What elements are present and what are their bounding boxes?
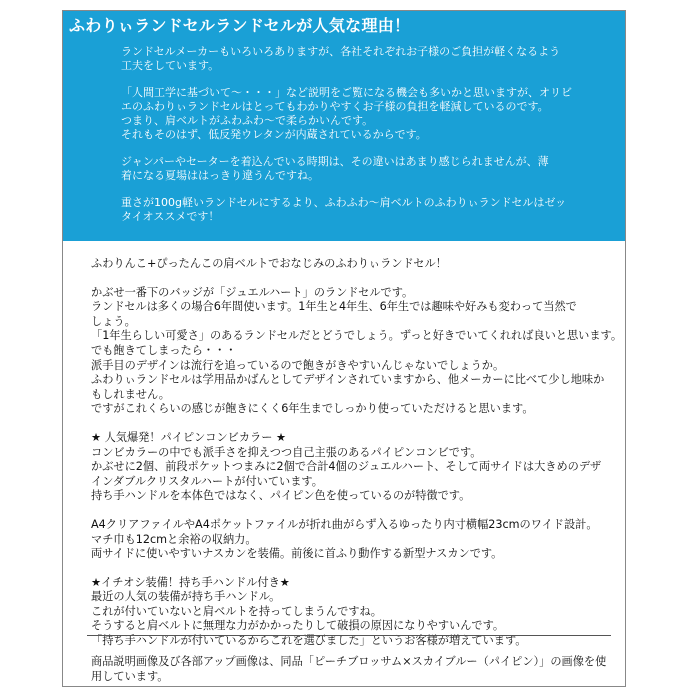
text-line: A4クリアファイルやA4ポケットファイルが折れ曲がらず入るゆったり内寸横幅23cmのワイド設計。 [91,517,598,531]
feature-panel [63,11,625,241]
combi-color-paragraph [91,431,611,504]
panel-paragraph [121,86,601,142]
handle-paragraph [91,576,611,649]
text-line: 最近の人気の装備が持ち手ハンドル。 [91,590,281,604]
panel-title: ふわりぃランドセルランドセルが人気な理由！ [69,16,411,35]
text-line: インダブルクリスタルハートが付いています。 [91,474,323,488]
text-line: コンビカラーの中でも派手さを抑えつつ自己主張のあるパイピンコンビです。 [91,445,482,459]
image-note [91,655,611,684]
text-line: 「1年生らしい可愛さ」のあるランドセルだとどうでしょう。ずっと好きでいてくれれば良いと思います。 [91,329,623,343]
section-heading: ★ 人気爆発！パイピンコンビカラー ★ [91,430,286,444]
capacity-paragraph [91,518,611,562]
badge-paragraph [91,285,623,417]
panel-paragraph [121,196,601,224]
text-line: つまり、肩ベルトがふわふわ～で柔らかいんです。 [121,114,374,127]
divider [87,635,611,636]
text-line: マチ巾も12cmと余裕の収納力。 [91,532,257,546]
text-line: ランドセルは多くの場合6年間使います。1年生と4年生、6年生では趣味や好みも変わって当然で [91,300,577,314]
text-line: 派手目のデザインは流行を追っているので飽きがきやすいんじゃないでしょうか。 [91,358,505,372]
text-line: これが付いていないと肩ベルトを持ってしまうんですね。 [91,604,382,618]
text-line: 重さが100g軽いランドセルにするより、ふわふわ～肩ベルトのふわりぃランドセルはゼッ [121,196,567,209]
text-line: 工夫をしています。 [121,59,220,72]
text-line: それもそのはず、低反発ウレタンが内蔵されているからです。 [121,128,427,141]
text-line: しょう。 [91,314,136,328]
panel-paragraph [121,45,601,73]
text-line: 着になる夏場ははっきり違うんですね。 [121,169,319,182]
text-line: 「人間工学に基づいて～・・・」など説明をご覧になる機会も多いかと思いますが、オリビ [121,86,572,99]
text-line: 両サイドに使いやすいナスカンを装備。前後に首ふり動作する新型ナスカンです。 [91,547,503,561]
text-line: 「持ち手ハンドルが付いているからこれを選びました」というお客様が増えています。 [91,634,527,648]
text-line: ですがこれくらいの感じが飽きにくく6年生までしっかり使っていただけると思います。 [91,402,534,416]
panel-paragraph [121,155,601,183]
text-line: でも飽きてしまったら・・・ [91,343,237,357]
intro-paragraph [91,257,611,272]
text-line: ジャンパーやセーターを着込んでいる時期は、その違いはあまり感じられませんが、薄 [121,155,549,168]
text-line: もしれません。 [91,387,170,401]
text-line: エのふわりぃランドセルはとってもわかりやすくお子様の負担を軽減しているのです。 [121,100,549,113]
text-line: 持ち手ハンドルを本体色ではなく、パイピン色を使っているのが特徴です。 [91,489,471,503]
panel-body [121,45,601,224]
text-line: ランドセルメーカーもいろいろありますが、各社それぞれお子様のご負担が軽くなるよう [121,45,561,58]
text-line: 商品説明画像及び各部アップ画像は、同品「ピーチブロッサム×スカイブルー（パイピン）」の画像を使 [91,655,607,668]
text-line: 用しています。 [91,669,169,683]
text-line: タイオススメです！ [121,210,220,223]
text-line: かぶせ一番下のバッジが「ジュエルハート」のランドセルです。 [91,285,414,299]
text-line: そうすると肩ベルトに無理な力がかかったりして破損の原因になりやすいんです。 [91,619,505,633]
text-line: ふわりんこ+ぴったんこの肩ベルトでおなじみのふわりぃランドセル！ [91,257,447,270]
section-heading: ★イチオシ装備！持ち手ハンドル付き★ [91,575,290,589]
product-description-frame [62,10,626,687]
text-line: かぶせに2個、前段ポケットつまみに2個で合計4個のジュエルハート、そして両サイドは大きめのデザ [91,460,602,474]
product-detail-text [91,257,623,663]
text-line: ふわりぃランドセルは学用品かばんとしてデザインされていますから、他メーカーに比べて少し地味か [91,373,605,387]
